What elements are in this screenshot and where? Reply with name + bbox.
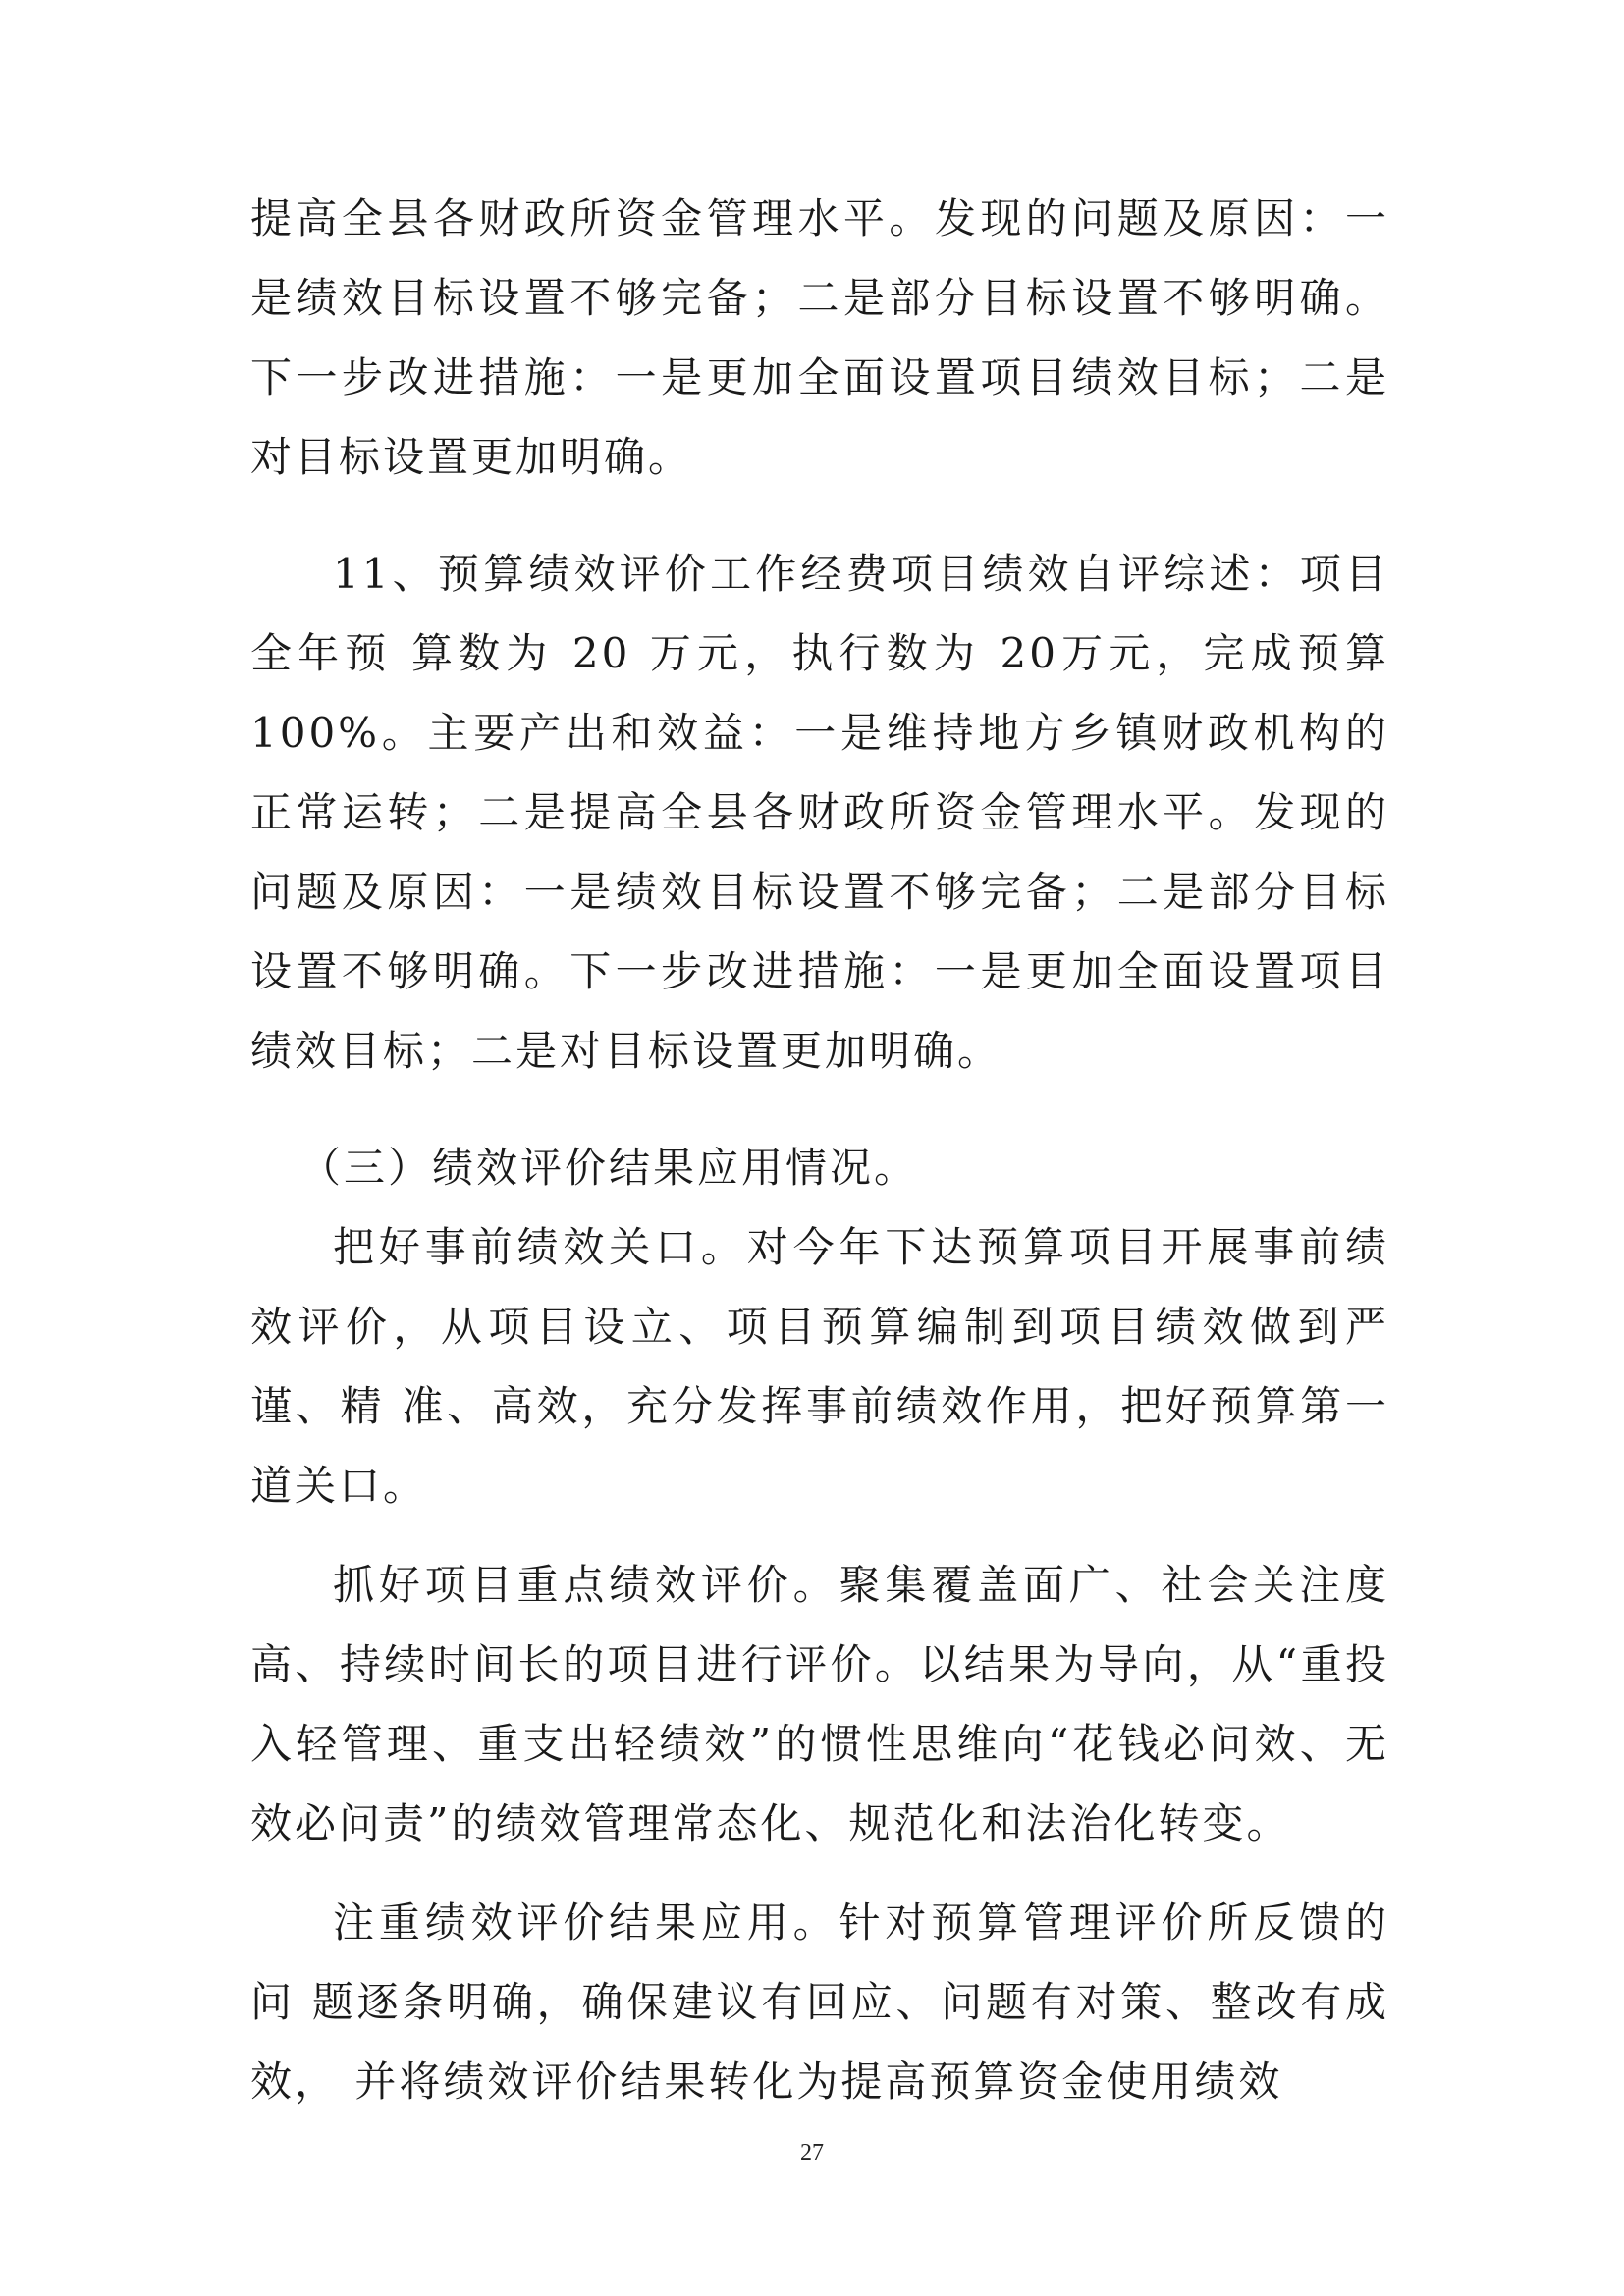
paragraph-gap [250,497,1389,534]
paragraph-gap [250,1091,1389,1128]
paragraph-gap [250,1525,1389,1545]
document-body [250,179,1389,2121]
paragraph-gap [250,1863,1389,1883]
result-application-paragraph: 注重绩效评价结果应用。针对预算管理评价所反馈的问 题逐条明确，确保建议有回应、问题有对策、整改有成效， 并将绩效评价结果转化为提高预算资金使用绩效 [250,1898,1389,2106]
pre-evaluation-paragraph: 把好事前绩效关口。对今年下达预算项目开展事前绩效评价，从项目设立、项目预算编制到项目绩效做到严谨、精 准、高效，充分发挥事前绩效作用，把好预算第一道关口。 [250,1223,1389,1510]
section-heading: （三）绩效评价结果应用情况。 [299,1144,919,1192]
key-evaluation-paragraph: 抓好项目重点绩效评价。聚集覆盖面广、社会关注度高、持续时间长的项目进行评价。以结果为导向，从“重投入轻管理、重支出轻绩效”的惯性思维向“花钱必问效、无效必问责”的绩效管理常态化、规范化和法治化转变。 [250,1561,1389,1847]
page-number: 27 [800,2140,824,2165]
continuation-paragraph: 提高全县各财政所资金管理水平。发现的问题及原因：一是绩效目标设置不够完备；二是部分目标设置不够明确。下一步改进措施：一是更加全面设置项目绩效目标；二是对目标设置更加明确。 [250,194,1389,481]
item-11-paragraph: 11、预算绩效评价工作经费项目绩效自评综述：项目全年预 算数为 20 万元，执行数为 20万元，完成预算 100%。主要产出和效益：一是维持地方乡镇财政机构的正常运转；二是提高全县各财政所资金管理水平。发现的问题及原因：一是绩效目标设置不够完备；二是部分目标设置不够明确。下一步改进措施：一是更加全面设置项目绩效目标；二是对目标设置更加明确。 [250,550,1389,1075]
